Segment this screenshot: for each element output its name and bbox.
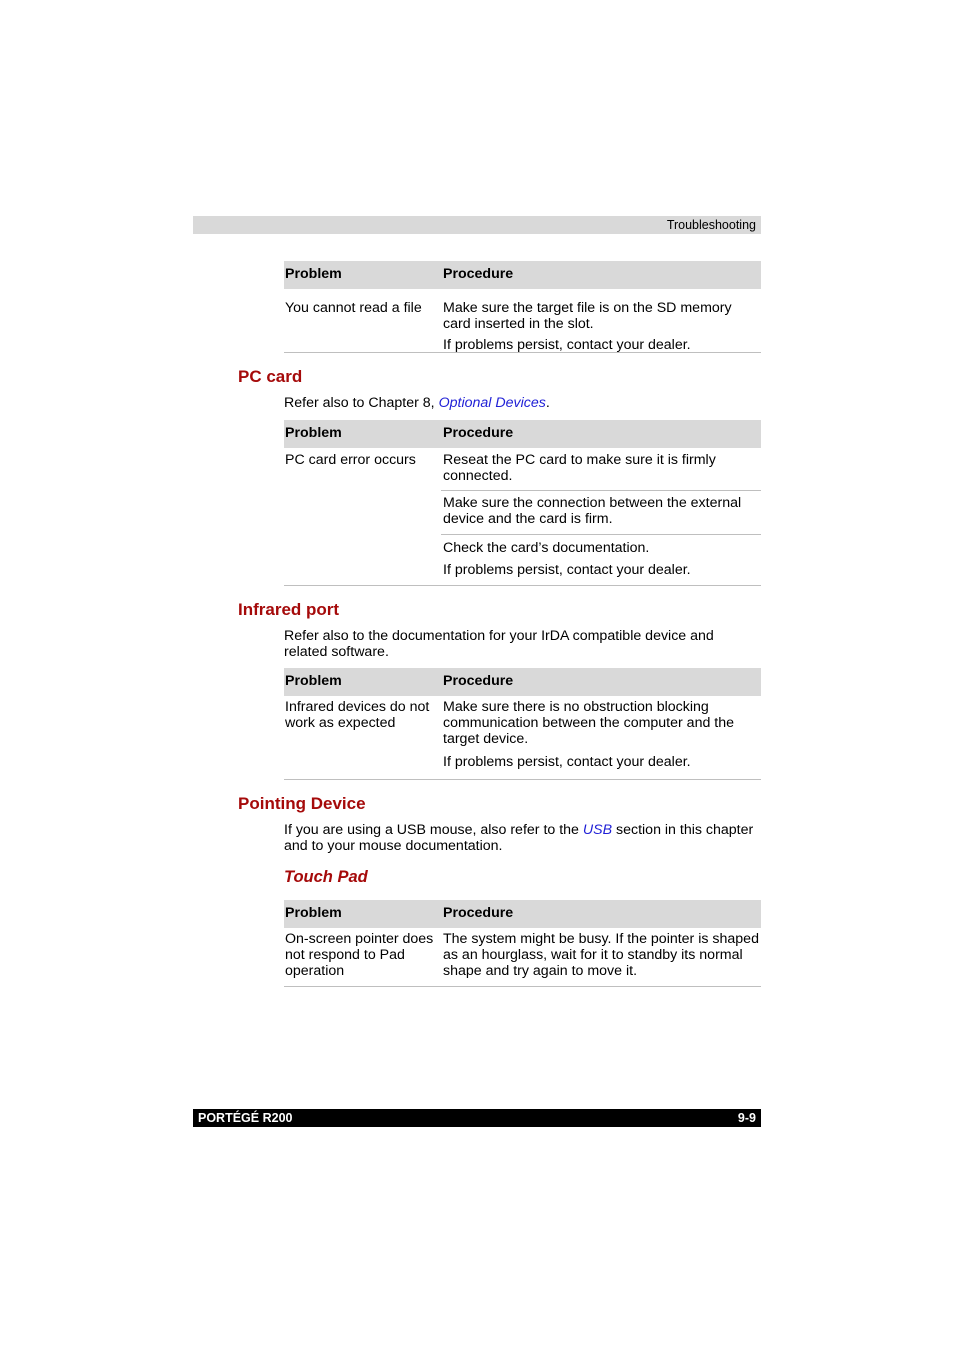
procedure-column-header: Procedure: [443, 673, 514, 689]
infrared-heading: Infrared port: [238, 600, 340, 619]
running-footer: [193, 1109, 761, 1127]
table-row: [284, 448, 761, 586]
page-number: 9-9: [737, 1111, 756, 1125]
intro-text: If you are using a USB mouse, also refer to the: [284, 822, 583, 838]
infrared-table: [284, 668, 761, 780]
chapter-title: Troubleshooting: [666, 218, 756, 232]
intro-text: Refer also to Chapter 8,: [284, 395, 439, 411]
table-row: [284, 928, 761, 987]
usb-link[interactable]: USB: [582, 822, 613, 838]
procedure-cell: If problems persist, contact your dealer.: [443, 562, 691, 578]
problem-cell: You cannot read a file: [285, 300, 422, 316]
table-header-row: [284, 261, 761, 289]
procedure-cell: Reseat the PC card to make sure it is firmly connected.: [443, 452, 716, 484]
table-header-row: [284, 900, 761, 928]
touch-pad-table: [284, 900, 761, 987]
intro-suffix: section in this chapter and to your mouse documentation.: [284, 822, 754, 854]
row-divider: [441, 490, 761, 491]
touch-pad-subheading: Touch Pad: [284, 868, 368, 886]
pointing-device-intro: [284, 822, 761, 854]
problem-cell: On-screen pointer does not respond to Pad operation: [285, 931, 434, 979]
procedure-column-header: Procedure: [443, 425, 514, 441]
problem-column-header: Problem: [285, 266, 342, 282]
optional-devices-link[interactable]: Optional Devices: [438, 395, 546, 411]
infrared-intro: Refer also to the documentation for your IrDA compatible device and related software.: [284, 628, 714, 660]
procedure-cell: The system might be busy. If the pointer is shaped as an hourglass, wait for it to standby its normal shape and try again to move it.: [443, 931, 759, 979]
table-row: [284, 696, 761, 780]
procedure-cell: If problems persist, contact your dealer.: [443, 754, 691, 770]
pointing-device-heading: Pointing Device: [238, 794, 366, 813]
row-divider: [441, 534, 761, 535]
procedure-cell: Check the card’s documentation.: [443, 540, 650, 556]
table-header-row: [284, 420, 761, 448]
pc-card-heading: PC card: [238, 367, 303, 386]
product-name: PORTÉGÉ R200: [198, 1111, 293, 1125]
procedure-column-header: Procedure: [443, 266, 514, 282]
intro-suffix: .: [545, 395, 550, 411]
procedure-cell: Make sure there is no obstruction blocking communication between the computer and the target device.: [443, 699, 735, 747]
table-header-row: [284, 668, 761, 696]
problem-cell: Infrared devices do not work as expected: [285, 699, 430, 731]
running-header: [193, 216, 761, 234]
table-row: [284, 289, 761, 353]
pc-card-table: [284, 420, 761, 586]
problem-cell: PC card error occurs: [285, 452, 416, 468]
pc-card-intro: [284, 395, 761, 411]
problem-column-header: Problem: [285, 905, 342, 921]
procedure-cell: Make sure the target file is on the SD memory card inserted in the slot.: [443, 300, 732, 332]
procedure-cell: If problems persist, contact your dealer.: [443, 337, 691, 353]
problem-column-header: Problem: [285, 425, 342, 441]
procedure-cell: Make sure the connection between the external device and the card is firm.: [443, 495, 742, 527]
procedure-column-header: Procedure: [443, 905, 514, 921]
problem-column-header: Problem: [285, 673, 342, 689]
sd-card-table: [284, 261, 761, 353]
